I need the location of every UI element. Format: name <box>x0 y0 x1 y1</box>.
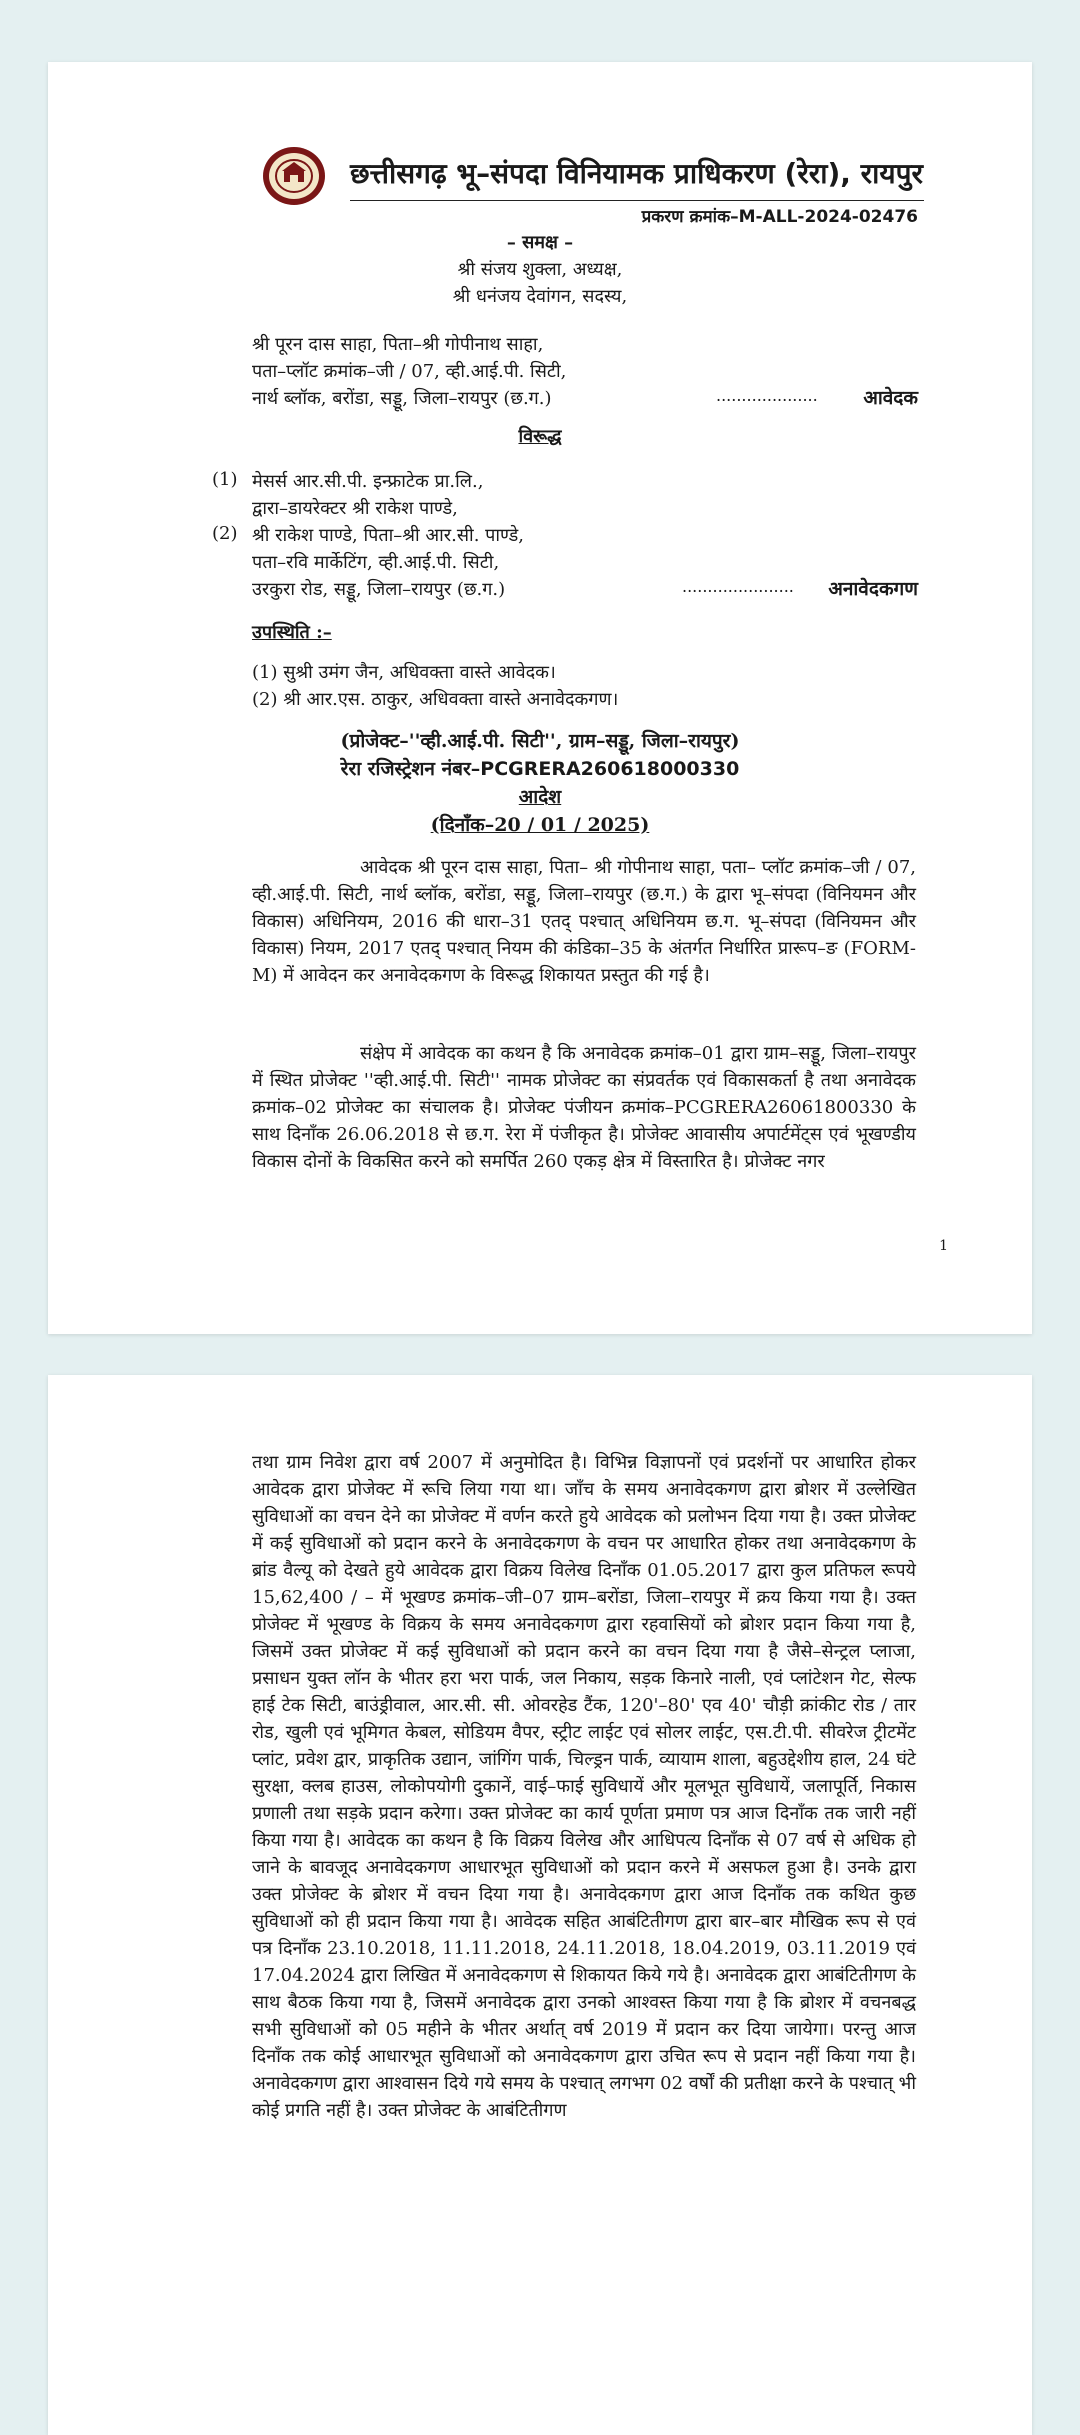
applicant-line-2: पता–प्लॉट क्रमांक–जी / 07, व्ही.आई.पी. सिटी, <box>252 361 567 382</box>
registration-number: PCGRERA260618000330 <box>480 758 740 780</box>
presence-title: उपस्थिति :– <box>252 622 332 643</box>
registration-label: रेरा रजिस्ट्रेशन नंबर– <box>340 758 481 780</box>
project-line: (प्रोजेक्ट–''व्ही.आई.पी. सिटी'', ग्राम–सड्डू, जिला–रायपुर) <box>340 730 740 752</box>
respondents-dots: ...................... <box>682 577 794 596</box>
page-number: 1 <box>939 1238 948 1254</box>
respondent-2-line-2: पता–रवि मार्केटिंग, व्ही.आई.पी. सिटी, <box>252 552 500 573</box>
versus-heading: विरूद्ध <box>518 426 562 447</box>
rera-seal-icon <box>262 146 326 206</box>
paragraph-2: संक्षेप में आवेदक का कथन है कि अनावेदक क्रमांक–01 द्वारा ग्राम–सड्डू, जिला–रायपुर में स्थित प्रोजेक्ट ''व्ही.आई.पी. सिटी'' नामक प्रोजेक्ट का संप्रवर्तक एवं विकासकर्ता है तथा अनावेदक क्रमांक–02 प्रोजेक्ट का संचालक है। प्रोजेक्ट पंजीयन क्रमांक–PCGRERA26061800330 के साथ दिनाँक 26.06.2018 से छ.ग. रेरा में पंजीकृत है। प्रोजेक्ट आवासीय अपार्टमेंट्स एवं भूखण्डीय विकास दोनों के विकसित करने को समर्पित 260 एकड़ क्षेत्र में विस्तारित है। प्रोजेक्ट नगर <box>252 1043 916 1172</box>
presence-line-2: (2) श्री आर.एस. ठाकुर, अधिवक्ता वास्ते अनावेदकगण। <box>252 689 619 710</box>
letterhead <box>262 146 966 206</box>
bench-member-1: श्री संजय शुक्ला, अध्यक्ष, <box>457 259 623 280</box>
respondent-2-line-3: उरकुरा रोड, सड्डू, जिला–रायपुर (छ.ग.) <box>252 579 506 600</box>
bench-member-2: श्री धनंजय देवांगन, सदस्य, <box>452 286 628 307</box>
paragraph-3: तथा ग्राम निवेश द्वारा वर्ष 2007 में अनुमोदित है। विभिन्न विज्ञापनों एवं प्रदर्शनों पर आधारित होकर आवेदक द्वारा प्रोजेक्ट में रूचि लिया गया था। जाँच के समय अनावेदकगण द्वारा ब्रोशर में उल्लेखित सुविधाओं का वचन देने का प्रोजेक्ट में वर्णन करते हुये आवेदक को प्रलोभन दिया गया है। उक्त प्रोजेक्ट में कई सुविधाओं को प्रदान करने के अनावेदकगण के वचन पर आधारित होकर तथा अनावेदकगण के ब्रांड वैल्यू को देखते हुये आवेदक द्वारा विक्रय विलेख दिनाँक 01.05.2017 द्वारा कुल प्रतिफल रूपये 15,62,400 / – में भूखण्ड क्रमांक–जी–07 ग्राम–बरोंडा, जिला–रायपुर में क्रय किया गया है। उक्त प्रोजेक्ट में भूखण्ड के विक्रय के समय अनावेदकगण द्वारा रहवासियों को ब्रोशर प्रदान किया गया है, जिसमें उक्त प्रोजेक्ट में कई सुविधाओं को प्रदान करने का वचन दिया गया है जैसे–सेन्ट्रल प्लाजा, प्रसाधन युक्त लॉन के भीतर हरा भरा पार्क, जल निकाय, सड़क किनारे नाली, एवं प्लांटेशन गेट, सेल्फ हाई टेक सिटी, बाउंड्रीवाल, आर.सी. सी. ओवरहेड टैंक, 120'–80' एव 40' चौड़ी क्रांकीट रोड / तार रोड, खुली एवं भूमिगत केबल, सोडियम वैपर, स्ट्रीट लाईट एवं सोलर लाईट, एस.टी.पी. सीवरेज ट्रीटमेंट प्लांट, प्रवेश द्वार, प्राकृतिक उद्यान, जांगिंग पार्क, चिल्ड्रन पार्क, व्यायाम शाला, बहुउद्देशीय हाल, 24 घंटे सुरक्षा, क्लब हाउस, लोकोपयोगी दुकानें, वाई–फाई सुविधायें और मूलभूत सुविधायें, जलापूर्ति, निकास प्रणाली तथा सड़के प्रदान करेगा। उक्त प्रोजेक्ट का कार्य पूर्णता प्रमाण पत्र आज दिनाँक तक जारी नहीं किया गया है। आवेदक का कथन है कि विक्रय विलेख और आधिपत्य दिनाँक से 07 वर्ष से अधिक हो जाने के बावजूद अनावेदकगण आधारभूत सुविधाओं को प्रदान करने में असफल हुआ है। उनके द्वारा उक्त प्रोजेक्ट के ब्रोशर में वचन दिया गया है। अनावेदकगण द्वारा आज दिनाँक तक कथित कुछ सुविधाओं को ही प्रदान किया गया है। आवेदक सहित आबंटितीगण द्वारा बार–बार मौखिक रूप से एवं पत्र दिनाँक 23.10.2018, 11.11.2018, 24.11.2018, 18.04.2019, 03.11.2019 एवं 17.04.2024 द्वारा लिखित में अनावेदकगण से शिकायत किये गये है। अनावेदक द्वारा आबंटितीगण के साथ बैठक किया गया है, जिसमें अनावेदक द्वारा उनको आश्वस्त किया गया है कि ब्रोशर में वचनबद्ध सभी सुविधाओं को 05 महीने के भीतर अर्थात् वर्ष 2019 में प्रदान कर दिया जायेगा। परन्तु आज दिनाँक तक कोई आधारभूत सुविधाओं को अनावेदकगण द्वारा उचित रूप से प्रदान नहीं किया गया है। अनावेदकगण द्वारा आश्वासन दिये गये समय के पश्चात् लगभग 02 वर्षों की प्रतीक्षा करने के पश्चात् भी कोई प्रगति नहीं है। उक्त प्रोजेक्ट के आबंटितीगण <box>252 1452 916 2121</box>
bench-title: – समक्ष – <box>506 232 574 253</box>
header-rule <box>350 200 924 201</box>
respondent-2-line-1: श्री राकेश पाण्डे, पिता–श्री आर.सी. पाण्डे, <box>252 525 524 546</box>
applicant-line-1: श्री पूरन दास साहा, पिता–श्री गोपीनाथ साहा, <box>252 334 544 355</box>
respondent-1-number: (1) <box>212 469 238 490</box>
respondent-1-line-1: मेसर्स आर.सी.पी. इन्फ्राटेक प्रा.लि., <box>252 471 484 492</box>
org-title: छत्तीसगढ़ भू–संपदा विनियामक प्राधिकरण (रेरा), रायपुर <box>350 157 923 190</box>
applicant-role: आवेदक <box>863 387 918 409</box>
document-page-1 <box>48 62 1032 1334</box>
order-title: आदेश <box>518 786 562 808</box>
paragraph-1: आवेदक श्री पूरन दास साहा, पिता– श्री गोपीनाथ साहा, पता– प्लॉट क्रमांक–जी / 07, व्ही.आई.पी. सिटी, नार्थ ब्लॉक, बरोंडा, सड्डू, जिला–रायपुर (छ.ग.) के द्वारा भू–संपदा (विनियमन और विकास) अधिनियम, 2016 की धारा–31 एतद् पश्चात् अधिनियम छ.ग. भू–संपदा (विनियमन और विकास) नियम, 2017 एतद् पश्चात् नियम की कंडिका–35 के अंतर्गत निर्धारित प्रारूप–ङ (FORM-M) में आवेदन कर अनावेदकगण के विरूद्ध शिकायत प्रस्तुत की गई है। <box>252 857 916 986</box>
applicant-dots: .................... <box>716 386 818 405</box>
presence-line-1: (1) सुश्री उमंग जैन, अधिवक्ता वास्ते आवेदक। <box>252 662 556 683</box>
registration-line <box>48 755 1032 781</box>
applicant-line-3: नार्थ ब्लॉक, बरोंडा, सड्डू, जिला–रायपुर (छ.ग.) <box>252 388 552 409</box>
respondents-role: अनावेदकगण <box>828 578 918 600</box>
case-number: प्रकरण क्रमांक–M-ALL-2024-02476 <box>641 207 918 227</box>
document-page-2 <box>48 1375 1032 2435</box>
order-date: (दिनाँक–20 / 01 / 2025) <box>430 814 650 836</box>
respondent-2-number: (2) <box>212 523 238 544</box>
respondent-1-line-2: द्वारा–डायरेक्टर श्री राकेश पाण्डे, <box>252 498 458 519</box>
